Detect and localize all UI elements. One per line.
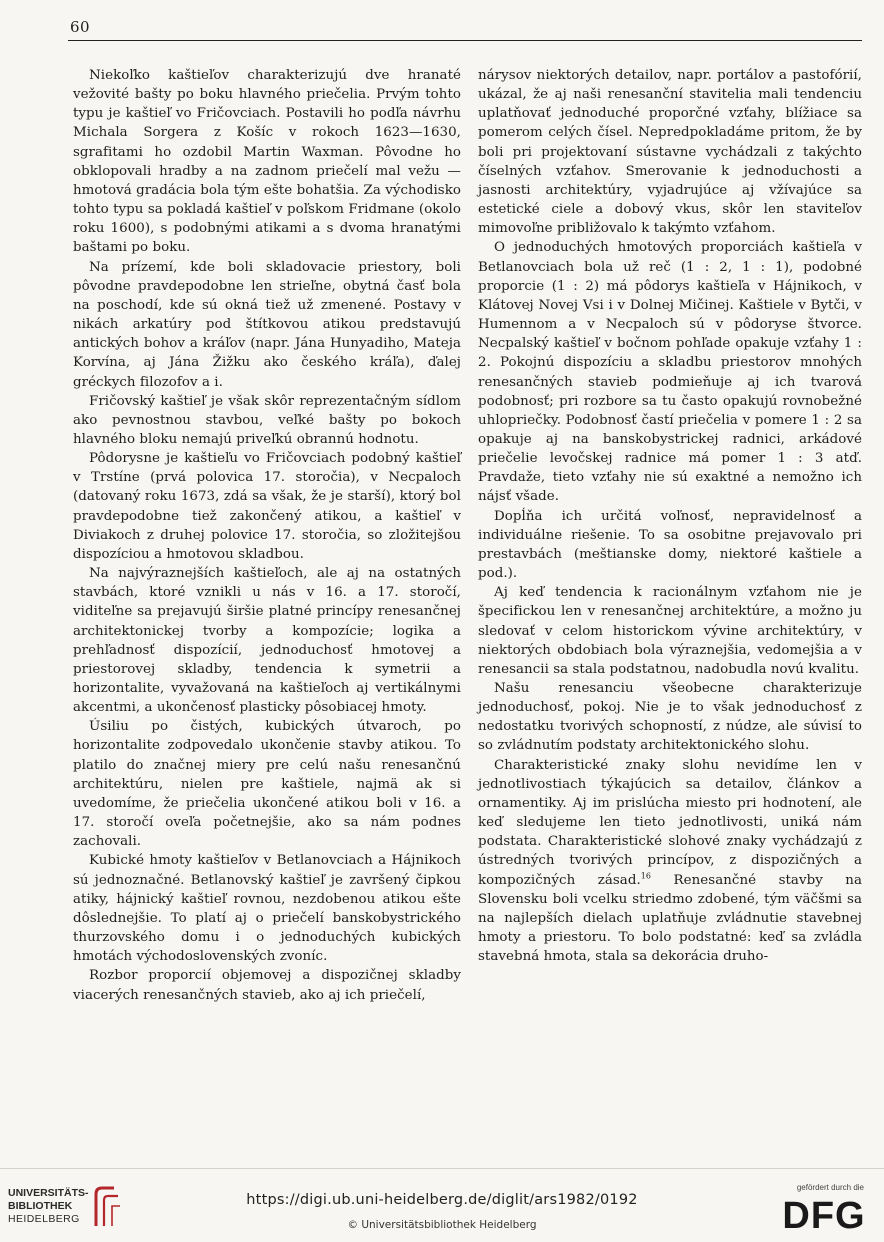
library-name-line1: UNIVERSITÄTS-: [8, 1187, 89, 1199]
paragraph: Našu renesanciu všeobecne charakterizuje jednoduchosť, pokoj. Nie je to však jednoduchosť z nedostatku tvorivých schopností, z núdze, ale súvisí to so zvládnutím podstaty architektonického slohu.: [478, 681, 862, 754]
header-rule: [68, 40, 862, 41]
dfg-logo-icon[interactable]: [780, 1195, 868, 1233]
right-column: [478, 66, 862, 966]
dfg-logo-text: DFG: [782, 1195, 866, 1233]
paragraph: [478, 756, 862, 967]
paragraph: Úsiliu po čistých, kubických útvaroch, po horizontalite zodpovedalo ukončenie stavby atikou. To platilo do značnej miery pre celú našu renesančnú architektúru, nielen pre kaštiele, najmä ak si uvedomíme, že priečelia ukončené atikou boli v 16. a 17. storočí oveľa početnejšie, ako sa nám podnes zachovali.: [73, 719, 461, 850]
paragraph: nárysov niektorých detailov, napr. portálov a pastofórií, ukázal, že aj naši renesanční stavitelia mali tendenciu uplatňovať jednoduché proporčné vzťahy, blížiace sa pomerom celých čísel. Nepredpokladáme pritom, že by boli pri projektovaní sústavne vychádzali z takýchto číselných vzťahov. Smerovanie k jednoduchosti a jasnosti architektúry, vyjadrujúce aj vžívajúce sa estetické ciele a dobový vkus, skôr len staviteľov mimovoľne približovalo k takýmto vzťahom.: [478, 68, 862, 237]
library-name-line3: HEIDELBERG: [8, 1213, 80, 1225]
paragraph: Na najvýraznejších kaštieľoch, ale aj na ostatných stavbách, ktoré vznikli u nás v 16. a 17. storočí, viditeľne sa prejavujú širšie platné princípy renesančnej architektonickej tvorby a kompozície; logika a prehľadnosť dispozícií, jednoduchosť hmotovej a priestorovej skladby, tendencia k symetrii a horizontalite, vyvažovaná na kaštieľoch aj vertikálnymi akcentmi, a ukončenosť plasticky pôsobiacej hmoty.: [73, 566, 461, 716]
funded-by-label: gefördert durch die: [796, 1183, 864, 1192]
paragraph-text: Charakteristické znaky slohu nevidíme len v jednotlivostiach týkajúcich sa detailov, článkov a ornamentiky. Aj im prislúcha miesto pri hodnotení, ale keď sledujeme len tieto jednotlivosti, uniká nám podstata. Charakteristické slohové znaky vychádzajú z ústredných tvorivých princípov, z dispozičných a kompozičných zásad.: [478, 757, 862, 888]
paragraph: Aj keď tendencia k racionálnym vzťahom nie je špecifickou len v renesančnej architektúre, a možno ju sledovať v celom historickom vývine architektúry, v niektorých obdobiach bola výraznejšia, vedomejšia a v renesancii sa stala podstatnou, nadobudla novú kvalitu.: [478, 585, 862, 677]
paragraph: Rozbor proporcií objemovej a dispozičnej skladby viacerých renesančných stavieb, ako aj ich priečelí,: [73, 968, 461, 1003]
left-column: [73, 66, 461, 1005]
copyright-notice: © Universitätsbibliothek Heidelberg: [347, 1219, 537, 1231]
permalink-url[interactable]: https://digi.ub.uni-heidelberg.de/diglit/ars1982/0192: [246, 1192, 638, 1208]
paragraph: Na prízemí, kde boli skladovacie priestory, boli pôvodne pravdepodobne len strieľne, obytná časť bola na poschodí, kde sú okná tiež už zmenené. Postavy v nikách arkatúry pod štítkovou atikou predstavujú antických bohov a kráľov (napr. Jána Hunyadiho, Mateja Korvína, aj Jána Žižku ako českého kráľa), ďalej gréckych filozofov a i.: [73, 259, 461, 390]
paragraph: O jednoduchých hmotových proporciách kaštieľa v Betlanovciach bola už reč (1 : 2, 1 : 1), podobné proporcie (1 : 2) má pôdorys kaštieľa v Hájnikoch, v Klátovej Novej Vsi i v Dolnej Mičinej. Kaštiele v Bytči, v Humennom a v Necpaloch sú v pôdoryse štvorce. Necpalský kaštieľ v bočnom pohľade opakuje vzťahy 1 : 2. Pokojnú dispozíciu a skladbu priestorov mnohých renesančných stavieb podmieňuje aj ich tvarová podobnosť; pri rozbore sa tu často opakujú rovnobežné uhlopriečky. Podobnosť častí priečelia v pomere 1 : 2 sa opakuje aj na banskobystrickej radnici, arkádové priečelie levočskej radnice má pomer 1 : 3 atď. Pravdaže, tieto vzťahy nie sú exaktné a nemožno ich nájsť všade.: [478, 240, 862, 505]
paragraph: Niekoľko kaštieľov charakterizujú dve hranaté vežovité bašty po boku hlavného priečelia. Prvým tohto typu je kaštieľ vo Fričovciach. Postavili ho podľa návrhu Michala Sorgera z Košíc v rokoch 1623—1630, sgrafitami ho ozdobil Martin Waxman. Pôvodne ho obklopovali hradby a na zadnom priečelí mal vežu — hmotová gradácia bola tým ešte bohatšia. Za východisko tohto typu sa pokladá kaštieľ v poľskom Fridmane (okolo roku 1600), s podobnými atikami a s dvoma hranatými baštami po boku.: [73, 68, 461, 256]
footer: [0, 1168, 884, 1242]
paragraph: Kubické hmoty kaštieľov v Betlanovciach a Hájnikoch sú jednoznačné. Betlanovský kaštieľ je završený čipkou atiky, hájnický kaštieľ rovnou, nezdobenou atikou ešte dôslednejšie. To platí aj o priečelí banskobystrického thurzovského domu i o jednoduchých kubických hmotách východoslovenských zvoníc.: [73, 853, 461, 965]
paragraph-text: Renesančné stavby na Slovensku boli vcelku striedmo zdobené, tým väčšmi sa na najlepších dielach uplatňuje zvládnutie stavebnej hmoty a priestoru. To bolo podstatné: keď sa zvládla stavebná hmota, stala sa dekorácia druho-: [478, 872, 862, 965]
paragraph: Pôdorysne je kaštieľu vo Fričovciach podobný kaštieľ v Trstíne (prvá polovica 17. storočia), v Necpaloch (datovaný roku 1673, zdá sa však, že je starší), ktorý bol pravdepodobne tiež zakončený atikou, a kaštieľ v Diviakoch z druhej polovice 17. storočia, so zložitejšou dispozíciou a hmotovou skladbou.: [73, 451, 461, 562]
page-number: 60: [70, 18, 91, 36]
paragraph: Dopĺňa ich určitá voľnosť, nepravidelnosť a individuálne riešenie. To sa osobitne prejavovalo pri prestavbách (meštianske domy, niektoré kaštiele a pod.).: [478, 508, 862, 582]
library-name-line2: BIBLIOTHEK: [8, 1200, 73, 1212]
footnote-marker[interactable]: 16: [640, 871, 652, 881]
paragraph: Fričovský kaštieľ je však skôr reprezentačným sídlom ako pevnostnou stavbou, veľké bašty po bokoch hlavného bloku nemajú priveľkú obrannú hodnotu.: [73, 393, 461, 447]
